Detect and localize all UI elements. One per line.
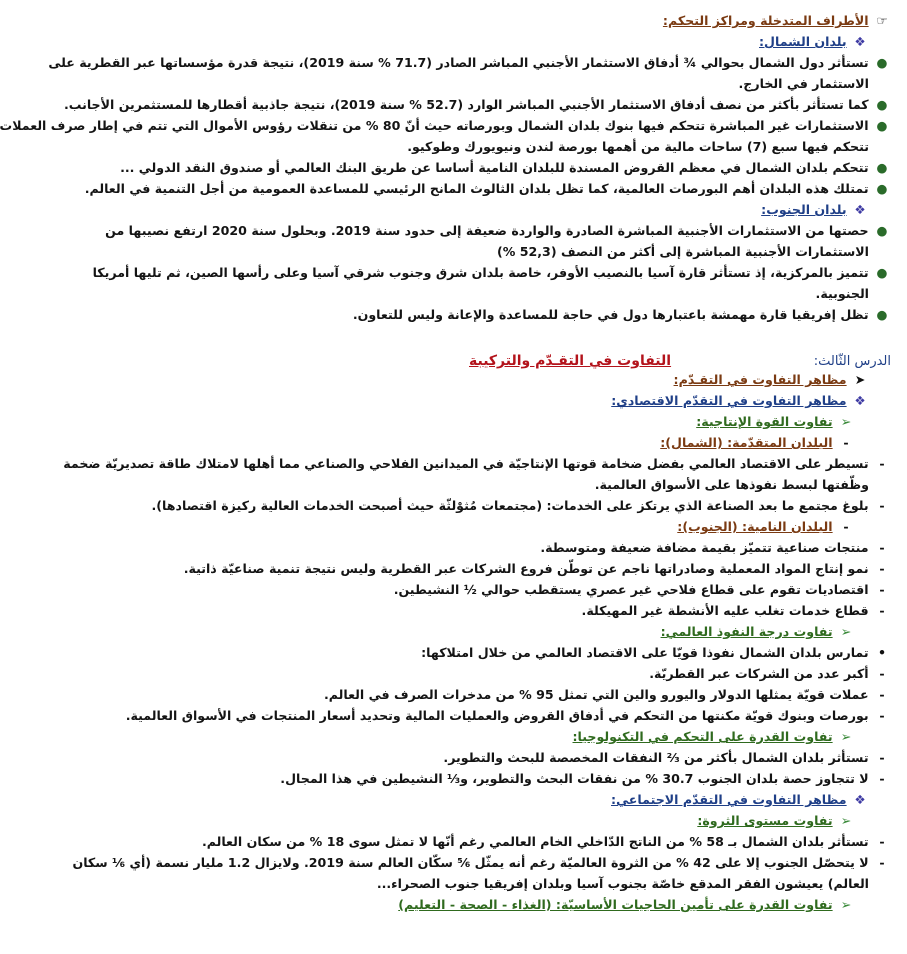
diamond-bullet-icon: ❖ [854,792,866,807]
south-item-2: ● تتميز بالمركزية، إذ تستأثر قارة آسيا بالنصيب الأوفر، خاصة بلدان شرق وجنوب شرقي آسيا وعلى رأسها الصين، ثم تليها أمريكا [209,262,891,283]
south-heading: ❖ بلدان الجنوب: [209,199,891,220]
dash-bullet-icon: - [879,498,885,513]
dot-bullet-icon: ● [876,265,888,280]
wealth-item-1: - تستأثر بلدان الشمال بـ 58 % من الناتج الدّاخلي الخام العالمي رغم أنّها لا تمثل سوى 18 % من سكان العالم. [209,831,891,852]
advanced-item-1-cont: وظّفتها لبسط نفوذها على الأسواق العالمية. [594,477,869,492]
diamond-bullet-icon: ❖ [854,34,866,49]
checkmark-bullet-icon: ➢ [840,414,852,429]
wealth-item-2: - لا يتحصّل الجنوب إلا على 42 % من الثروة العالميّة رغم أنه يمثّل ⅚ سكّان العالم سنة 2019. ولايزال 1.2 مليار نسمة (أي ⅙ سكان [209,852,891,873]
checkmark-bullet-icon: ➢ [840,729,852,744]
developing-item-3: - اقتصاديات تقوم على قطاع فلاحي غير عصري يستقطب حوالي ½ النشيطين. [209,579,891,600]
north-item-1: ● تستأثر دول الشمال بحوالي ¾ أدفاق الاستثمار الأجنبي المباشر الصادر (71.7 % سنة 2019)، نتيجة قدرة مؤسساتها عبر القطرية على [209,52,891,73]
dash-bullet-icon: - [879,771,885,786]
pointing-hand-icon: ☞ [876,13,888,28]
south-item-2-cont: الجنوبية. [815,286,869,301]
dot-bullet-icon: ● [876,307,888,322]
north-item-1-cont: الاستثمار في الخارج. [738,76,869,91]
developing-item-2: - نمو إنتاج المواد المعملية وصادراتها ناجم عن توطّن فروع الشركات عبر القطرية وليس نتيجة تنمية صناعيّة ذاتية. [209,558,891,579]
diamond-bullet-icon: ❖ [854,393,866,408]
influence-heading: ➢ تفاوت درجة النفوذ العالمي: [209,621,891,642]
south-item-1: ● حصتها من الاستثمارات الأجنبية المباشرة الصادرة والواردة ضعيفة إلى حدود سنة 2019. وبحلول سنة 2020 ارتفع نصيبها من [209,220,891,241]
dash-bullet-icon: - [879,834,885,849]
checkmark-bullet-icon: ➢ [840,624,852,639]
dash-bullet-icon: - [879,582,885,597]
influence-item-4: - بورصات وبنوك قويّة مكنتها من التحكم في أدفاق القروض والعمليات المالية وتحديد أسعار المنتجات في الأسواق العالمية. [209,705,891,726]
section-heading-actors: ☞ الأطراف المتدخلة ومراكز التحكم: [209,10,891,31]
dash-bullet-icon: - [879,561,885,576]
advanced-item-1: - تسيطر على الاقتصاد العالمي بفضل ضخامة قوتها الإنتاجيّة في الميدانين الفلاحي والصناعي مما أهلها لامتلاك طاقة تصديريّة ضخمة [209,453,891,474]
influence-item-1: • تمارس بلدان الشمال نفوذا قويّا على الاقتصاد العالمي من خلال امتلاكها: [209,642,891,663]
north-item-2: ● كما تستأثر بأكثر من نصف أدفاق الاستثمار الأجنبي المباشر الوارد (52.7 % سنة 2019)، نتيجة جاذبية أقطارها للمستثمرين الأجانب. [209,94,891,115]
north-item-3: ● الاستثمارات غير المباشرة تتحكم فيها بنوك بلدان الشمال وبورصاته حيث أنّ 80 % من تنقلات رؤوس الأموال التي تتم في إطار صرف العملات [209,115,891,136]
dash-bullet-icon: - [879,456,885,471]
dot-bullet-icon: ● [876,97,888,112]
developing-item-4: - قطاع خدمات تغلب عليه الأنشطة غير المهيكلة. [209,600,891,621]
wealth-item-2-cont: العالم) يعيشون الفقر المدقع خاصّة بجنوب آسيا وبلدان إفريقيا جنوب الصحراء... [376,876,869,891]
dot-bullet-icon: ● [876,55,888,70]
diamond-bullet-icon: ❖ [854,202,866,217]
dash-bullet-icon: - [879,603,885,618]
productive-heading: ➢ تفاوت القوة الإنتاجية: [209,411,891,432]
dot-bullet-icon: ● [876,223,888,238]
wealth-heading: ➢ تفاوت مستوى الثروة: [209,810,891,831]
advanced-heading: - البلدان المتقدّمة: (الشمال): [209,432,891,453]
advanced-item-2: - بلوغ مجتمع ما بعد الصناعة الذي يرتكز على الخدمات: (مجتمعات مُثوْلثّة حيث أصبحت الخدمات العالية ركيزة اقتصادها). [209,495,891,516]
north-item-5: ● تمتلك هذه البلدان أهم البورصات العالمية، كما تظل بلدان الثالوث المانح الرئيسي للمساعدة العمومية من أجل التنمية في العالم. [209,178,891,199]
developing-heading: - البلدان النامية: (الجنوب): [209,516,891,537]
lesson-header [209,353,891,369]
dot-bullet-icon: ● [876,118,888,133]
south-item-1-cont: الاستثمارات الأجنبية المباشرة إلى أكثر من النصف (52,3 %) [496,244,869,259]
dash-bullet-icon: - [879,687,885,702]
dash-bullet-icon: - [879,666,885,681]
section-gap [209,325,891,349]
economic-heading: ❖ مظاهر التفاوت في التقدّم الاقتصادي: [209,390,891,411]
north-heading: ❖ بلدان الشمال: [209,31,891,52]
north-item-4: ● تتحكم بلدان الشمال في معظم القروض المسندة للبلدان النامية أساسا عن طريق البنك العالمي أو صندوق النقد الدولي ... [209,157,891,178]
needs-heading: ➢ تفاوت القدرة على تأمين الحاجيات الأساسيّة: (الغذاء - الصحة - التعليم) [209,894,891,915]
dash-bullet-icon: - [879,750,885,765]
north-item-3-cont: تتحكم فيها سبع (7) ساحات مالية من أهمها بورصة لندن ونيويورك وطوكيو. [407,139,869,154]
dash-bullet-icon: - [879,540,885,555]
dash-bullet-icon: - [879,708,885,723]
influence-item-3: - عملات قويّة يمثلها الدولار واليورو والين التي تمثل 95 % من مدخرات الصرف في العالم. [209,684,891,705]
dot-bullet-icon: ● [876,160,888,175]
developing-item-1: - منتجات صناعية تتميّز بقيمة مضافة ضعيفة ومتوسطة. [209,537,891,558]
south-item-3: ● تظل إفريقيا قارة مهمشة باعتبارها دول في حاجة للمساعدة والإعانة وليس للتعاون. [209,304,891,325]
tech-item-1: - تستأثر بلدان الشمال بأكثر من ⅔ النفقات المخصصة للبحث والتطوير. [209,747,891,768]
tech-item-2: - لا تتجاوز حصة بلدان الجنوب 30.7 % من نفقات البحث والتطوير، و⅓ النشيطين في هذا المجال. [209,768,891,789]
arrow-bullet-icon: ➤ [854,372,866,387]
social-heading: ❖ مظاهر التفاوت في التقدّم الاجتماعي: [209,789,891,810]
tech-heading: ➢ تفاوت القدرة على التحكم في التكنولوجيا: [209,726,891,747]
dot-bullet-icon: ● [876,181,888,196]
dash-bullet-icon: - [843,435,849,450]
lesson-title: التفاوت في التقـدّم والتركيبة [469,353,672,369]
disparity-heading: ➤ مظاهر التفاوت في التقـدّم: [209,369,891,390]
checkmark-bullet-icon: ➢ [840,813,852,828]
dot-bullet-icon: • [877,645,887,660]
lesson-label: الدرس الثّالث: [813,353,891,369]
dash-bullet-icon: - [879,855,885,870]
checkmark-bullet-icon: ➢ [840,897,852,912]
dash-bullet-icon: - [843,519,849,534]
influence-item-2: - أكبر عدد من الشركات عبر القطريّة. [209,663,891,684]
